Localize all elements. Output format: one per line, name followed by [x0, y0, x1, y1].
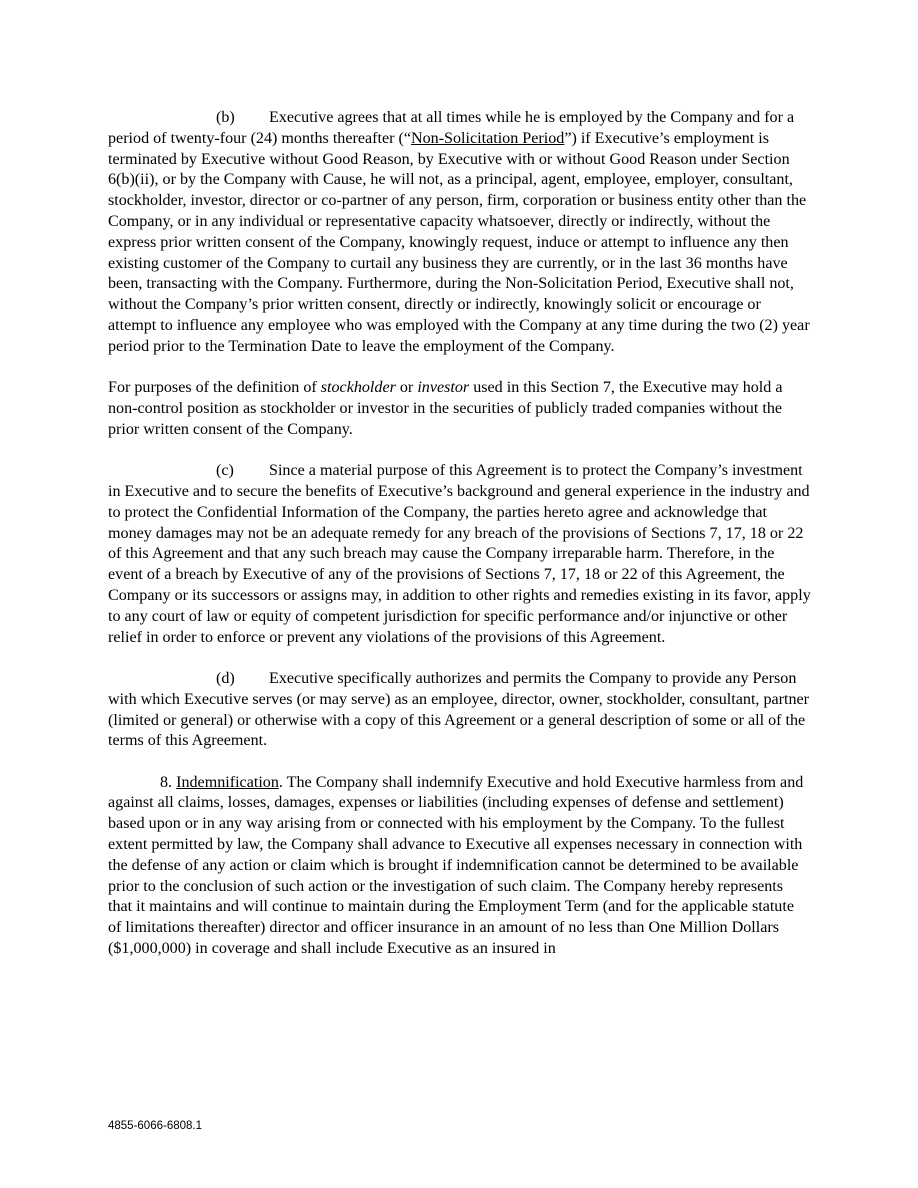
purposes-text-1: For purposes of the definition of — [108, 379, 321, 397]
non-solicitation-period-term: Non-Solicitation Period — [410, 129, 565, 147]
paragraph-d-label: (d) — [216, 669, 235, 687]
stockholder-term: stockholder — [320, 379, 396, 397]
paragraph-c — [108, 461, 811, 648]
document-id-footer: 4855-6066-6808.1 — [108, 1120, 202, 1132]
paragraph-c-text: Since a material purpose of this Agreement is to protect the Company’s investment in Executive and to secure the benefits of Executive’s background and general experience in the industry and to protect the Confidential Information of the Company, the parties hereto agree and acknowledge that money damages may not be an adequate remedy for any breach of the provisions of Sections 7, 17, 18 or 22 of this Agreement and that any such breach may cause the Company irreparable harm. Therefore, in the event of a breach by Executive of any of the provisions of Sections 7, 17, 18 or 22 of this Agreement, the Company or its successors or assigns may, in addition to other rights and remedies existing in its favor, apply to any court of law or equity of competent jurisdiction for specific performance and/or injunctive or other relief in order to enforce or prevent any violations of the provisions of this Agreement. — [108, 462, 811, 646]
section-8-heading: Indemnification — [176, 773, 279, 791]
section-8-number: 8. — [160, 773, 177, 791]
paragraph-d — [108, 669, 811, 752]
paragraph-b — [108, 108, 811, 358]
section-8-text: . The Company shall indemnify Executive and hold Executive harmless from and against all claims, losses, damages, expenses or liabilities (including expenses of defense and settlement) based upon or in any way arising from or connected with his employment by the Company. To the fullest extent permitted by law, the Company shall advance to Executive all expenses necessary in connection with the defense of any action or claim which is brought if indemnification cannot be determined to be available prior to the conclusion of such action or the investigation of such claim. The Company hereby represents that it maintains and will continue to maintain during the Employment Term (and for the applicable statute of limitations thereafter) director and officer insurance in an amount of no less than One Million Dollars ($1,000,000) in coverage and shall include Executive as an insured in — [108, 773, 804, 958]
purposes-text-2: or — [395, 379, 418, 397]
paragraph-c-label: (c) — [216, 462, 234, 480]
paragraph-purposes — [108, 378, 811, 440]
investor-term: investor — [417, 379, 470, 397]
section-8-indemnification — [108, 773, 811, 960]
document-body — [108, 108, 811, 960]
paragraph-b-text-1: Executive agrees that at all times while he is employed by the Company and for a period of twenty-four (24) months thereafter (“ — [108, 109, 795, 147]
paragraph-b-label: (b) — [216, 109, 235, 126]
paragraph-d-text: Executive specifically authorizes and permits the Company to provide any Person with which Executive serves (or may serve) as an employee, director, owner, stockholder, consultant, partner (limited or general) or otherwise with a copy of this Agreement or a general description of some or all of the terms of this Agreement. — [108, 669, 810, 750]
paragraph-b-text-2: ”) if Executive’s employment is terminated by Executive without Good Reason, by Executive with or without Good Reason under Section 6(b)(ii), or by the Company with Cause, he will not, as a principal, agent, employee, employer, consultant, stockholder, investor, director or co-partner of any person, firm, corporation or business entity other than the Company, or in any individual or representative capacity whatsoever, directly or indirectly, without the express prior written consent of the Company, knowingly request, induce or attempt to influence any then existing customer of the Company to curtail any business they are currently, or in the last 36 months have been, transacting with the Company. Furthermore, during the Non-Solicitation Period, Executive shall not, without the Company’s prior written consent, directly or indirectly, knowingly solicit or encourage or attempt to influence any employee who was employed with the Company at any time during the two (2) year period prior to the Termination Date to leave the employment of the Company. — [108, 129, 810, 355]
purposes-text-3: used in this Section 7, the Executive may hold a non-control position as stockholder or investor in the securities of publicly traded companies without the prior written consent of the Company. — [108, 379, 783, 438]
